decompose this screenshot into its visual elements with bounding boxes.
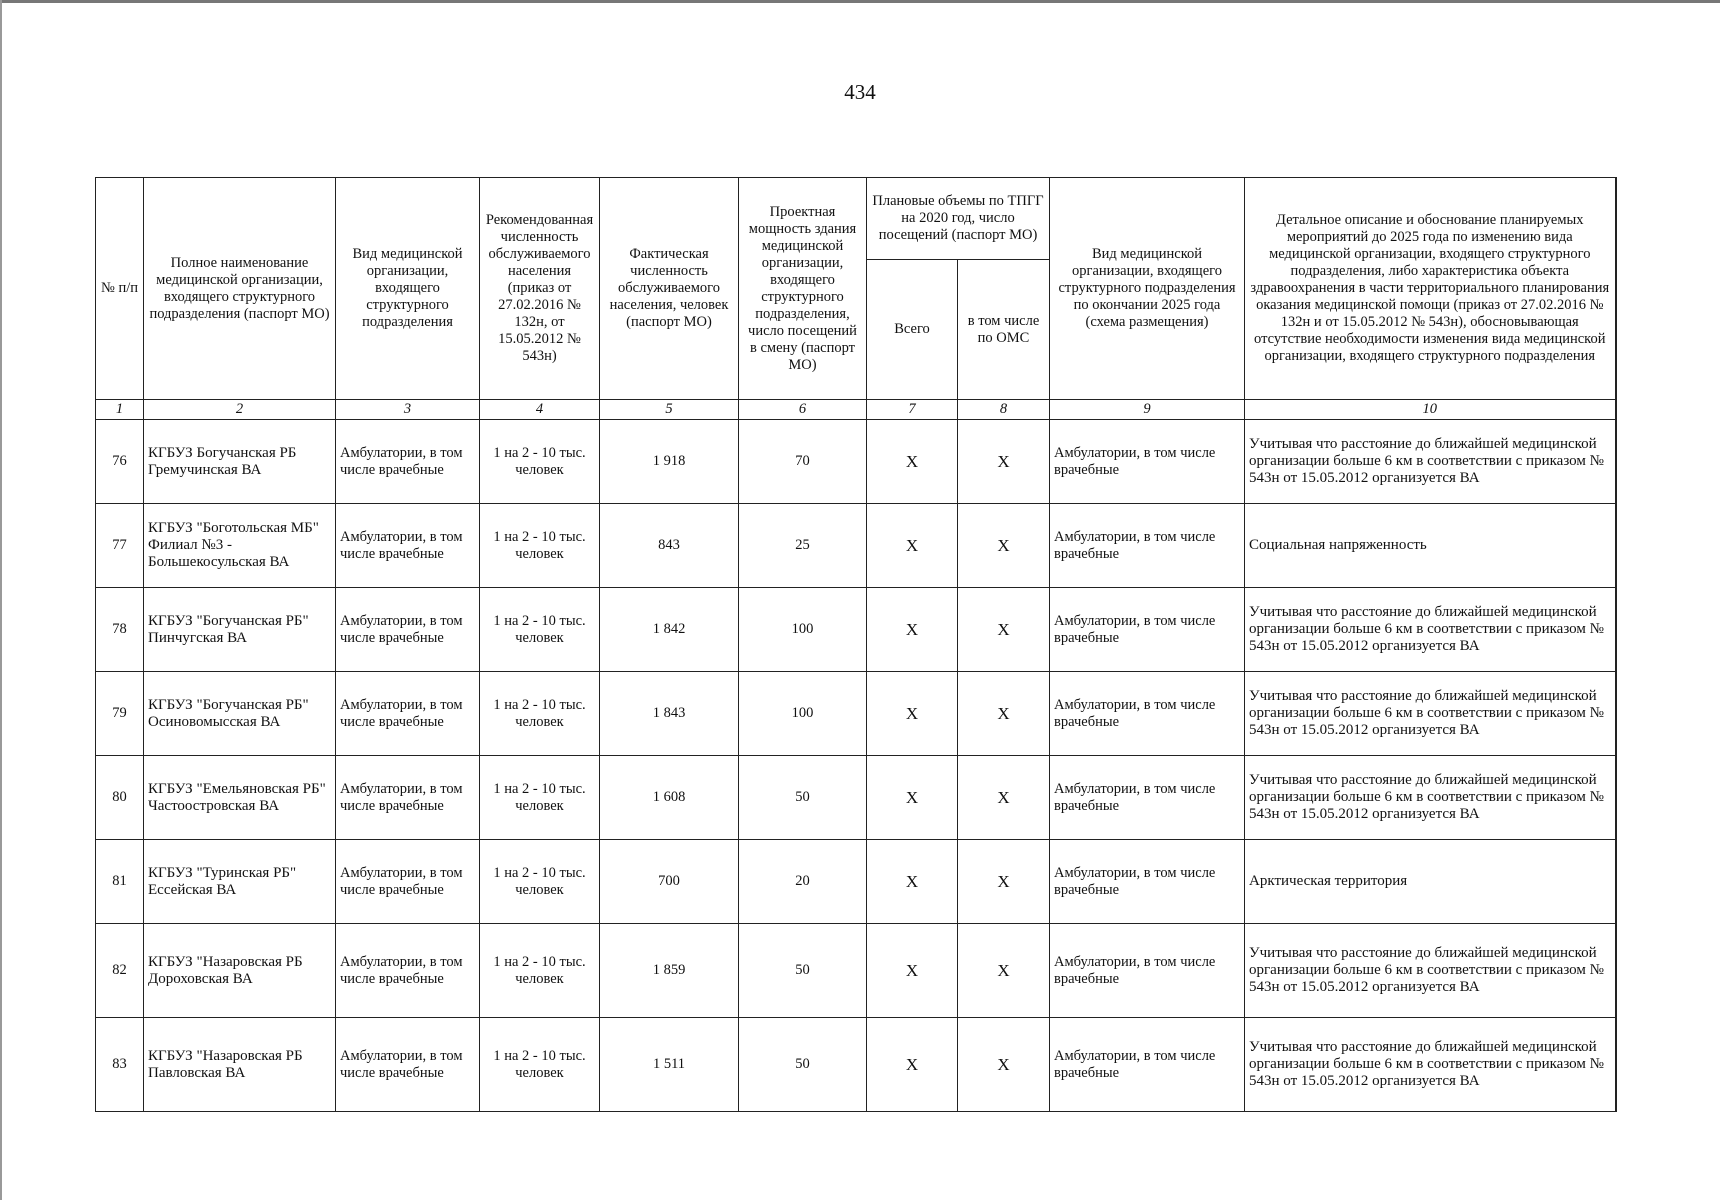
header-type-2025: Вид медицинской организации, входящего структурного подразделения по окончании 2025 года (схема размещения): [1050, 178, 1245, 400]
column-number: 3: [336, 400, 480, 420]
header-planned-oms: в том числе по ОМС: [958, 260, 1050, 400]
table-row: [96, 504, 1616, 588]
cell-name: КГБУЗ "Боготольская МБ" Филиал №3 - Большекосульская ВА: [144, 504, 336, 588]
column-number: 9: [1050, 400, 1245, 420]
cell-type-2025: Амбулатории, в том числе врачебные: [1050, 840, 1245, 924]
cell-num: 81: [96, 840, 144, 924]
column-number: 8: [958, 400, 1050, 420]
column-number: 4: [480, 400, 600, 420]
table-body: [96, 420, 1616, 1112]
cell-planned-oms: X: [958, 924, 1050, 1018]
cell-name: КГБУЗ "Назаровская РБ Дороховская ВА: [144, 924, 336, 1018]
header-type: Вид медицинской организации, входящего структурного подразделения: [336, 178, 480, 400]
cell-recommended: 1 на 2 - 10 тыс. человек: [480, 924, 600, 1018]
table-row: [96, 756, 1616, 840]
cell-description: Учитывая что расстояние до ближайшей медицинской организации больше 6 км в соответствии с приказом № 543н от 15.05.2012 организуется ВА: [1245, 588, 1616, 672]
cell-recommended: 1 на 2 - 10 тыс. человек: [480, 1018, 600, 1112]
column-number: 5: [600, 400, 739, 420]
cell-capacity: 100: [739, 588, 867, 672]
cell-actual: 843: [600, 504, 739, 588]
cell-capacity: 70: [739, 420, 867, 504]
table-row: [96, 672, 1616, 756]
cell-description: Учитывая что расстояние до ближайшей медицинской организации больше 6 км в соответствии с приказом № 543н от 15.05.2012 организуется ВА: [1245, 420, 1616, 504]
cell-planned-oms: X: [958, 588, 1050, 672]
cell-num: 77: [96, 504, 144, 588]
cell-planned-all: X: [867, 756, 958, 840]
cell-num: 78: [96, 588, 144, 672]
cell-recommended: 1 на 2 - 10 тыс. человек: [480, 504, 600, 588]
cell-description: Социальная напряженность: [1245, 504, 1616, 588]
cell-num: 76: [96, 420, 144, 504]
cell-planned-oms: X: [958, 672, 1050, 756]
cell-recommended: 1 на 2 - 10 тыс. человек: [480, 588, 600, 672]
cell-type: Амбулатории, в том числе врачебные: [336, 756, 480, 840]
cell-actual: 700: [600, 840, 739, 924]
cell-recommended: 1 на 2 - 10 тыс. человек: [480, 420, 600, 504]
scan-left-edge: [0, 0, 2, 1200]
cell-planned-oms: X: [958, 420, 1050, 504]
cell-name: КГБУЗ "Емельяновская РБ" Частоостровская ВА: [144, 756, 336, 840]
header-capacity: Проектная мощность здания медицинской организации, входящего структурного подразделения, число посещений в смену (паспорт МО): [739, 178, 867, 400]
column-number: 2: [144, 400, 336, 420]
cell-capacity: 50: [739, 924, 867, 1018]
column-number-row: [96, 400, 1616, 420]
column-number: 7: [867, 400, 958, 420]
cell-actual: 1 608: [600, 756, 739, 840]
cell-actual: 1 511: [600, 1018, 739, 1112]
cell-planned-all: X: [867, 924, 958, 1018]
cell-type-2025: Амбулатории, в том числе врачебные: [1050, 588, 1245, 672]
cell-num: 79: [96, 672, 144, 756]
table-row: [96, 840, 1616, 924]
cell-planned-all: X: [867, 420, 958, 504]
cell-recommended: 1 на 2 - 10 тыс. человек: [480, 840, 600, 924]
header-name: Полное наименование медицинской организации, входящего структурного подразделения (паспорт МО): [144, 178, 336, 400]
cell-actual: 1 843: [600, 672, 739, 756]
header-planned-all: Всего: [867, 260, 958, 400]
cell-planned-all: X: [867, 588, 958, 672]
cell-type-2025: Амбулатории, в том числе врачебные: [1050, 504, 1245, 588]
cell-num: 80: [96, 756, 144, 840]
cell-type-2025: Амбулатории, в том числе врачебные: [1050, 924, 1245, 1018]
scan-top-edge: [0, 0, 1720, 3]
cell-type: Амбулатории, в том числе врачебные: [336, 504, 480, 588]
cell-type-2025: Амбулатории, в том числе врачебные: [1050, 420, 1245, 504]
header-description: Детальное описание и обоснование планируемых мероприятий до 2025 года по изменению вида медицинской организации, входящего структурного подразделения, либо характеристика объекта здравоохранения в части территориального планирования оказания медицинской помощи (приказ от 27.02.2016 № 132н и от 15.05.2012 № 543н), обосновывающая отсутствие необходимости изменения вида медицинской организации, входящего структурного подразделения: [1245, 178, 1616, 400]
cell-num: 82: [96, 924, 144, 1018]
cell-capacity: 50: [739, 1018, 867, 1112]
cell-description: Учитывая что расстояние до ближайшей медицинской организации больше 6 км в соответствии с приказом № 543н от 15.05.2012 организуется ВА: [1245, 924, 1616, 1018]
cell-name: КГБУЗ "Богучанская РБ" Пинчугская ВА: [144, 588, 336, 672]
header-recommended: Рекомендованная численность обслуживаемого населения (приказ от 27.02.2016 № 132н, от 15.05.2012 № 543н): [480, 178, 600, 400]
cell-type-2025: Амбулатории, в том числе врачебные: [1050, 756, 1245, 840]
cell-description: Арктическая территория: [1245, 840, 1616, 924]
cell-actual: 1 918: [600, 420, 739, 504]
cell-type: Амбулатории, в том числе врачебные: [336, 840, 480, 924]
column-number: 6: [739, 400, 867, 420]
cell-type-2025: Амбулатории, в том числе врачебные: [1050, 672, 1245, 756]
cell-description: Учитывая что расстояние до ближайшей медицинской организации больше 6 км в соответствии с приказом № 543н от 15.05.2012 организуется ВА: [1245, 672, 1616, 756]
cell-actual: 1 859: [600, 924, 739, 1018]
cell-planned-oms: X: [958, 1018, 1050, 1112]
table-row: [96, 924, 1616, 1018]
cell-planned-all: X: [867, 672, 958, 756]
cell-capacity: 20: [739, 840, 867, 924]
cell-planned-all: X: [867, 840, 958, 924]
header-num: № п/п: [96, 178, 144, 400]
column-number: 1: [96, 400, 144, 420]
table-row: [96, 420, 1616, 504]
cell-description: Учитывая что расстояние до ближайшей медицинской организации больше 6 км в соответствии с приказом № 543н от 15.05.2012 организуется ВА: [1245, 756, 1616, 840]
cell-name: КГБУЗ Богучанская РБ Гремучинская ВА: [144, 420, 336, 504]
cell-type: Амбулатории, в том числе врачебные: [336, 1018, 480, 1112]
cell-type: Амбулатории, в том числе врачебные: [336, 420, 480, 504]
cell-capacity: 50: [739, 756, 867, 840]
header-planned-group: Плановые объемы по ТПГГ на 2020 год, число посещений (паспорт МО): [867, 178, 1050, 260]
registry-table: [95, 177, 1617, 1112]
table-row: [96, 588, 1616, 672]
column-number: 10: [1245, 400, 1616, 420]
cell-planned-oms: X: [958, 840, 1050, 924]
table-row: [96, 1018, 1616, 1112]
cell-recommended: 1 на 2 - 10 тыс. человек: [480, 672, 600, 756]
cell-planned-oms: X: [958, 756, 1050, 840]
cell-planned-all: X: [867, 504, 958, 588]
header-actual: Фактическая численность обслуживаемого населения, человек (паспорт МО): [600, 178, 739, 400]
cell-recommended: 1 на 2 - 10 тыс. человек: [480, 756, 600, 840]
cell-capacity: 100: [739, 672, 867, 756]
cell-name: КГБУЗ "Богучанская РБ" Осиновомысская ВА: [144, 672, 336, 756]
cell-description: Учитывая что расстояние до ближайшей медицинской организации больше 6 км в соответствии с приказом № 543н от 15.05.2012 организуется ВА: [1245, 1018, 1616, 1112]
cell-name: КГБУЗ "Назаровская РБ Павловская ВА: [144, 1018, 336, 1112]
cell-name: КГБУЗ "Туринская РБ" Ессейская ВА: [144, 840, 336, 924]
table-header: [96, 178, 1616, 420]
cell-planned-all: X: [867, 1018, 958, 1112]
cell-type: Амбулатории, в том числе врачебные: [336, 672, 480, 756]
cell-type: Амбулатории, в том числе врачебные: [336, 588, 480, 672]
cell-actual: 1 842: [600, 588, 739, 672]
cell-type: Амбулатории, в том числе врачебные: [336, 924, 480, 1018]
cell-num: 83: [96, 1018, 144, 1112]
cell-capacity: 25: [739, 504, 867, 588]
page-number: 434: [844, 80, 876, 104]
cell-type-2025: Амбулатории, в том числе врачебные: [1050, 1018, 1245, 1112]
cell-planned-oms: X: [958, 504, 1050, 588]
